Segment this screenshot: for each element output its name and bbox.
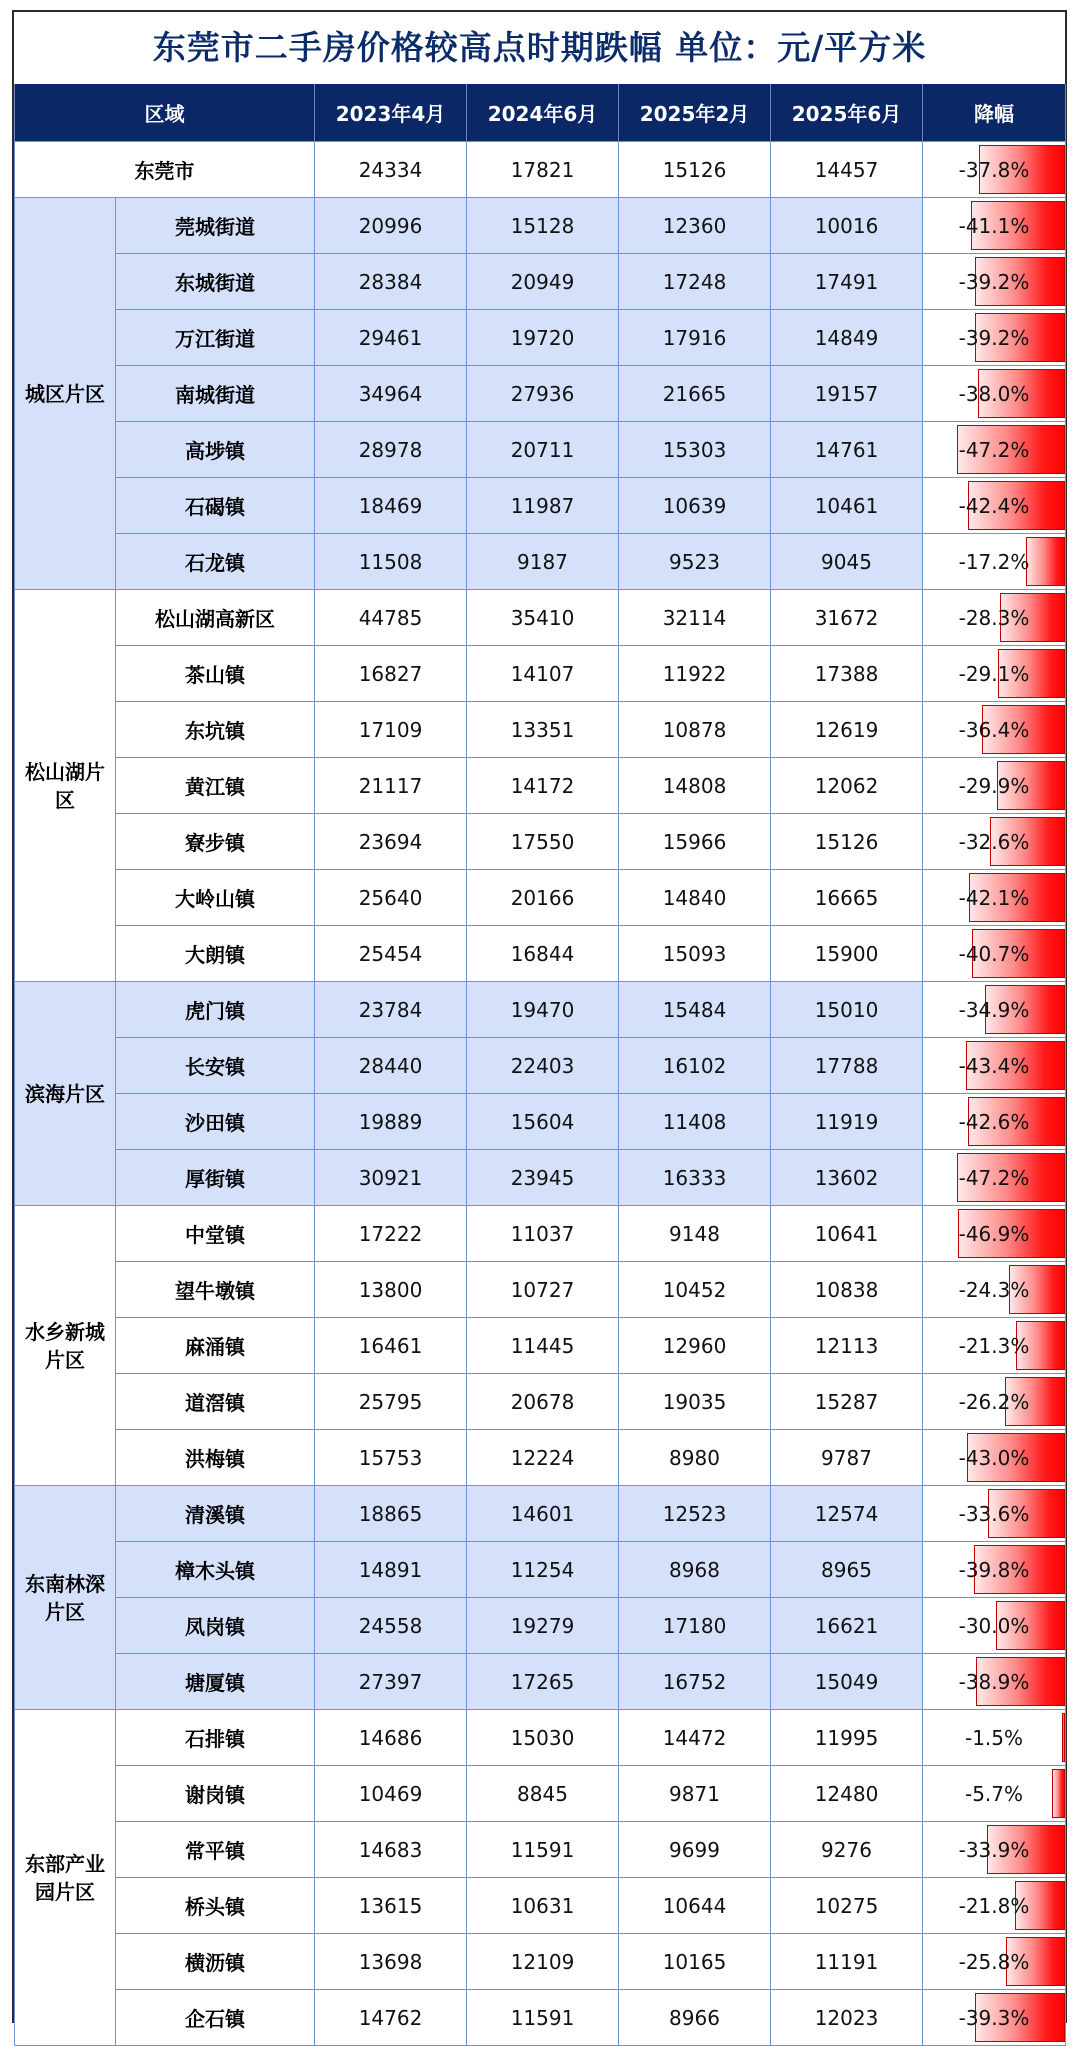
table-row: [15, 1150, 1066, 1206]
value-cell: 28978: [315, 422, 467, 478]
drop-value: -43.4%: [958, 1053, 1030, 1078]
value-cell: 16621: [771, 1598, 923, 1654]
value-cell: 9045: [771, 534, 923, 590]
value-cell: 12619: [771, 702, 923, 758]
value-cell: 11508: [315, 534, 467, 590]
header-2025-06: 2025年6月: [771, 84, 923, 142]
drop-value: -40.7%: [958, 941, 1030, 966]
town-name: 沙田镇: [116, 1094, 315, 1150]
drop-cell: [923, 1150, 1066, 1206]
value-cell: 14849: [771, 310, 923, 366]
district-name: 东南林深片区: [15, 1486, 116, 1710]
drop-cell: [923, 478, 1066, 534]
value-cell: 12960: [619, 1318, 771, 1374]
drop-cell: [923, 814, 1066, 870]
value-cell: 17821: [467, 142, 619, 198]
town-name: 虎门镇: [116, 982, 315, 1038]
value-cell: 12360: [619, 198, 771, 254]
drop-cell: [923, 982, 1066, 1038]
value-cell: 11987: [467, 478, 619, 534]
table-title: 东莞市二手房价格较高点时期跌幅 单位：元/平方米: [152, 28, 927, 67]
value-cell: 9523: [619, 534, 771, 590]
drop-bar: [1062, 1713, 1065, 1762]
value-cell: 19720: [467, 310, 619, 366]
value-cell: 11591: [467, 1822, 619, 1878]
drop-cell: [923, 590, 1066, 646]
town-name: 凤岗镇: [116, 1598, 315, 1654]
value-cell: 14761: [771, 422, 923, 478]
value-cell: 17222: [315, 1206, 467, 1262]
value-cell: 10631: [467, 1878, 619, 1934]
value-cell: 29461: [315, 310, 467, 366]
value-cell: 18469: [315, 478, 467, 534]
value-cell: 14107: [467, 646, 619, 702]
town-name: 洪梅镇: [116, 1430, 315, 1486]
drop-value: -29.1%: [958, 661, 1030, 686]
value-cell: 9871: [619, 1766, 771, 1822]
district-name: 城区片区: [15, 198, 116, 590]
value-cell: 12062: [771, 758, 923, 814]
drop-cell: [923, 646, 1066, 702]
value-cell: 17491: [771, 254, 923, 310]
town-name: 横沥镇: [116, 1934, 315, 1990]
town-name: 高埗镇: [116, 422, 315, 478]
value-cell: 10838: [771, 1262, 923, 1318]
value-cell: 15093: [619, 926, 771, 982]
drop-value: -42.4%: [958, 493, 1030, 518]
value-cell: 12023: [771, 1990, 923, 2046]
value-cell: 20678: [467, 1374, 619, 1430]
drop-value: -39.3%: [958, 2005, 1030, 2030]
value-cell: 15030: [467, 1710, 619, 1766]
value-cell: 10644: [619, 1878, 771, 1934]
value-cell: 15604: [467, 1094, 619, 1150]
value-cell: 15049: [771, 1654, 923, 1710]
drop-value: -42.6%: [958, 1109, 1030, 1134]
drop-bar: [1052, 1769, 1065, 1818]
value-cell: 15126: [771, 814, 923, 870]
value-cell: 21665: [619, 366, 771, 422]
value-cell: 10878: [619, 702, 771, 758]
district-name: 东部产业园片区: [15, 1710, 116, 2046]
value-cell: 16102: [619, 1038, 771, 1094]
value-cell: 8968: [619, 1542, 771, 1598]
drop-value: -29.9%: [958, 773, 1030, 798]
table-row: [15, 1934, 1066, 1990]
table-row: [15, 1318, 1066, 1374]
drop-value: -33.9%: [958, 1837, 1030, 1862]
value-cell: 18865: [315, 1486, 467, 1542]
town-name: 东坑镇: [116, 702, 315, 758]
header-drop: 降幅: [923, 84, 1066, 142]
value-cell: 20166: [467, 870, 619, 926]
table-row: [15, 926, 1066, 982]
value-cell: 10016: [771, 198, 923, 254]
drop-cell: [923, 1766, 1066, 1822]
table-row: [15, 1654, 1066, 1710]
table-row: [15, 1822, 1066, 1878]
value-cell: 9148: [619, 1206, 771, 1262]
value-cell: 14762: [315, 1990, 467, 2046]
drop-value: -47.2%: [958, 1165, 1030, 1190]
drop-value: -28.3%: [958, 605, 1030, 630]
drop-cell: [923, 366, 1066, 422]
town-name: 桥头镇: [116, 1878, 315, 1934]
value-cell: 11922: [619, 646, 771, 702]
value-cell: 17388: [771, 646, 923, 702]
value-cell: 9699: [619, 1822, 771, 1878]
value-cell: 24334: [315, 142, 467, 198]
value-cell: 23945: [467, 1150, 619, 1206]
table-row: [15, 310, 1066, 366]
value-cell: 16844: [467, 926, 619, 982]
value-cell: 10639: [619, 478, 771, 534]
town-name: 厚街镇: [116, 1150, 315, 1206]
town-name: 塘厦镇: [116, 1654, 315, 1710]
value-cell: 21117: [315, 758, 467, 814]
value-cell: 25454: [315, 926, 467, 982]
value-cell: 12109: [467, 1934, 619, 1990]
drop-value: -37.8%: [958, 157, 1030, 182]
value-cell: 8980: [619, 1430, 771, 1486]
table-row: [15, 366, 1066, 422]
table-body: [15, 142, 1066, 2046]
drop-cell: [923, 1710, 1066, 1766]
drop-value: -39.2%: [958, 325, 1030, 350]
drop-cell: [923, 1598, 1066, 1654]
value-cell: 11037: [467, 1206, 619, 1262]
drop-cell: [923, 758, 1066, 814]
value-cell: 13800: [315, 1262, 467, 1318]
town-name: 石碣镇: [116, 478, 315, 534]
value-cell: 17550: [467, 814, 619, 870]
drop-cell: [923, 1934, 1066, 1990]
drop-value: -21.3%: [958, 1333, 1030, 1358]
value-cell: 44785: [315, 590, 467, 646]
drop-cell: [923, 1654, 1066, 1710]
town-name: 望牛墩镇: [116, 1262, 315, 1318]
value-cell: 35410: [467, 590, 619, 646]
table-row: [15, 1206, 1066, 1262]
drop-value: -46.9%: [958, 1221, 1030, 1246]
table-row: [15, 870, 1066, 926]
value-cell: 10727: [467, 1262, 619, 1318]
value-cell: 14457: [771, 142, 923, 198]
drop-cell: [923, 1206, 1066, 1262]
drop-value: -41.1%: [958, 213, 1030, 238]
value-cell: 19157: [771, 366, 923, 422]
value-cell: 16752: [619, 1654, 771, 1710]
table-row: [15, 534, 1066, 590]
table-row: [15, 1878, 1066, 1934]
value-cell: 10641: [771, 1206, 923, 1262]
value-cell: 14891: [315, 1542, 467, 1598]
value-cell: 15126: [619, 142, 771, 198]
value-cell: 8966: [619, 1990, 771, 2046]
drop-value: -21.8%: [958, 1893, 1030, 1918]
header-2023-04: 2023年4月: [315, 84, 467, 142]
value-cell: 17265: [467, 1654, 619, 1710]
city-row: [15, 142, 1066, 198]
drop-cell: [923, 1990, 1066, 2046]
value-cell: 11995: [771, 1710, 923, 1766]
table-row: [15, 1766, 1066, 1822]
drop-value: -39.2%: [958, 269, 1030, 294]
drop-cell: [923, 142, 1066, 198]
table-header-row: [15, 84, 1066, 142]
value-cell: 15966: [619, 814, 771, 870]
city-name: 东莞市: [15, 142, 315, 198]
town-name: 大岭山镇: [116, 870, 315, 926]
table-row: [15, 646, 1066, 702]
value-cell: 19889: [315, 1094, 467, 1150]
table-row: [15, 1990, 1066, 2046]
drop-bar: [1026, 537, 1065, 586]
drop-value: -30.0%: [958, 1613, 1030, 1638]
town-name: 樟木头镇: [116, 1542, 315, 1598]
value-cell: 17109: [315, 702, 467, 758]
value-cell: 15128: [467, 198, 619, 254]
town-name: 万江街道: [116, 310, 315, 366]
value-cell: 19470: [467, 982, 619, 1038]
drop-value: -43.0%: [958, 1445, 1030, 1470]
drop-cell: [923, 1486, 1066, 1542]
drop-cell: [923, 310, 1066, 366]
town-name: 石龙镇: [116, 534, 315, 590]
district-name: 松山湖片区: [15, 590, 116, 982]
value-cell: 8845: [467, 1766, 619, 1822]
value-cell: 15010: [771, 982, 923, 1038]
drop-cell: [923, 926, 1066, 982]
table-row: [15, 814, 1066, 870]
town-name: 寮步镇: [116, 814, 315, 870]
town-name: 中堂镇: [116, 1206, 315, 1262]
drop-value: -17.2%: [958, 549, 1030, 574]
value-cell: 11445: [467, 1318, 619, 1374]
town-name: 常平镇: [116, 1822, 315, 1878]
value-cell: 34964: [315, 366, 467, 422]
town-name: 南城街道: [116, 366, 315, 422]
drop-value: -33.6%: [958, 1501, 1030, 1526]
drop-value: -32.6%: [958, 829, 1030, 854]
table-row: [15, 1094, 1066, 1150]
value-cell: 24558: [315, 1598, 467, 1654]
header-region: 区域: [15, 84, 315, 142]
value-cell: 15287: [771, 1374, 923, 1430]
table-row: [15, 758, 1066, 814]
drop-value: -26.2%: [958, 1389, 1030, 1414]
header-2025-02: 2025年2月: [619, 84, 771, 142]
value-cell: 9276: [771, 1822, 923, 1878]
town-name: 松山湖高新区: [116, 590, 315, 646]
table-row: [15, 1262, 1066, 1318]
town-name: 道滘镇: [116, 1374, 315, 1430]
value-cell: 15753: [315, 1430, 467, 1486]
value-cell: 11919: [771, 1094, 923, 1150]
drop-value: -47.2%: [958, 437, 1030, 462]
district-name: 水乡新城片区: [15, 1206, 116, 1486]
value-cell: 14472: [619, 1710, 771, 1766]
value-cell: 30921: [315, 1150, 467, 1206]
town-name: 麻涌镇: [116, 1318, 315, 1374]
table-row: [15, 1710, 1066, 1766]
value-cell: 25795: [315, 1374, 467, 1430]
town-name: 大朗镇: [116, 926, 315, 982]
value-cell: 20711: [467, 422, 619, 478]
value-cell: 28440: [315, 1038, 467, 1094]
value-cell: 23694: [315, 814, 467, 870]
town-name: 东城街道: [116, 254, 315, 310]
table-row: [15, 1430, 1066, 1486]
table-row: [15, 1598, 1066, 1654]
value-cell: 27936: [467, 366, 619, 422]
drop-cell: [923, 1822, 1066, 1878]
header-2024-06: 2024年6月: [467, 84, 619, 142]
drop-cell: [923, 1094, 1066, 1150]
value-cell: 20949: [467, 254, 619, 310]
value-cell: 14601: [467, 1486, 619, 1542]
value-cell: 15303: [619, 422, 771, 478]
drop-cell: [923, 1374, 1066, 1430]
value-cell: 20996: [315, 198, 467, 254]
drop-cell: [923, 198, 1066, 254]
drop-cell: [923, 534, 1066, 590]
drop-cell: [923, 254, 1066, 310]
drop-cell: [923, 870, 1066, 926]
value-cell: 14683: [315, 1822, 467, 1878]
drop-cell: [923, 702, 1066, 758]
value-cell: 9187: [467, 534, 619, 590]
drop-cell: [923, 1262, 1066, 1318]
town-name: 莞城街道: [116, 198, 315, 254]
value-cell: 16461: [315, 1318, 467, 1374]
value-cell: 11191: [771, 1934, 923, 1990]
value-cell: 16827: [315, 646, 467, 702]
table-row: [15, 1486, 1066, 1542]
value-cell: 11254: [467, 1542, 619, 1598]
value-cell: 15484: [619, 982, 771, 1038]
value-cell: 12574: [771, 1486, 923, 1542]
value-cell: 14172: [467, 758, 619, 814]
drop-value: -34.9%: [958, 997, 1030, 1022]
drop-cell: [923, 1038, 1066, 1094]
table-row: [15, 1374, 1066, 1430]
drop-cell: [923, 1878, 1066, 1934]
price-table: [14, 84, 1066, 2046]
town-name: 石排镇: [116, 1710, 315, 1766]
table-row: [15, 254, 1066, 310]
value-cell: 14808: [619, 758, 771, 814]
table-row: [15, 1542, 1066, 1598]
drop-value: -42.1%: [958, 885, 1030, 910]
value-cell: 28384: [315, 254, 467, 310]
value-cell: 12480: [771, 1766, 923, 1822]
value-cell: 14686: [315, 1710, 467, 1766]
value-cell: 13602: [771, 1150, 923, 1206]
town-name: 黄江镇: [116, 758, 315, 814]
value-cell: 17788: [771, 1038, 923, 1094]
drop-value: -39.8%: [958, 1557, 1030, 1582]
value-cell: 10275: [771, 1878, 923, 1934]
drop-value: -36.4%: [958, 717, 1030, 742]
value-cell: 22403: [467, 1038, 619, 1094]
value-cell: 19279: [467, 1598, 619, 1654]
value-cell: 27397: [315, 1654, 467, 1710]
value-cell: 17180: [619, 1598, 771, 1654]
value-cell: 23784: [315, 982, 467, 1038]
table-row: [15, 1038, 1066, 1094]
value-cell: 17916: [619, 310, 771, 366]
value-cell: 13698: [315, 1934, 467, 1990]
drop-value: -25.8%: [958, 1949, 1030, 1974]
value-cell: 12224: [467, 1430, 619, 1486]
table-row: [15, 198, 1066, 254]
town-name: 企石镇: [116, 1990, 315, 2046]
table-row: [15, 982, 1066, 1038]
table-row: [15, 702, 1066, 758]
value-cell: 16333: [619, 1150, 771, 1206]
drop-value: -24.3%: [958, 1277, 1030, 1302]
table-row: [15, 478, 1066, 534]
value-cell: 10452: [619, 1262, 771, 1318]
value-cell: 25640: [315, 870, 467, 926]
value-cell: 9787: [771, 1430, 923, 1486]
town-name: 茶山镇: [116, 646, 315, 702]
value-cell: 12113: [771, 1318, 923, 1374]
value-cell: 10165: [619, 1934, 771, 1990]
value-cell: 13615: [315, 1878, 467, 1934]
value-cell: 17248: [619, 254, 771, 310]
value-cell: 32114: [619, 590, 771, 646]
town-name: 长安镇: [116, 1038, 315, 1094]
table-row: [15, 590, 1066, 646]
value-cell: 14840: [619, 870, 771, 926]
value-cell: 16665: [771, 870, 923, 926]
drop-cell: [923, 1430, 1066, 1486]
value-cell: 15900: [771, 926, 923, 982]
drop-value: -5.7%: [964, 1781, 1024, 1806]
value-cell: 8965: [771, 1542, 923, 1598]
district-name: 滨海片区: [15, 982, 116, 1206]
value-cell: 10461: [771, 478, 923, 534]
town-name: 谢岗镇: [116, 1766, 315, 1822]
drop-value: -38.9%: [958, 1669, 1030, 1694]
value-cell: 11591: [467, 1990, 619, 2046]
drop-value: -38.0%: [958, 381, 1030, 406]
drop-cell: [923, 1318, 1066, 1374]
price-table-panel: [12, 10, 1067, 2031]
value-cell: 12523: [619, 1486, 771, 1542]
value-cell: 10469: [315, 1766, 467, 1822]
drop-cell: [923, 1542, 1066, 1598]
town-name: 清溪镇: [116, 1486, 315, 1542]
value-cell: 31672: [771, 590, 923, 646]
table-row: [15, 422, 1066, 478]
drop-cell: [923, 422, 1066, 478]
value-cell: 11408: [619, 1094, 771, 1150]
value-cell: 13351: [467, 702, 619, 758]
value-cell: 19035: [619, 1374, 771, 1430]
drop-value: -1.5%: [964, 1725, 1024, 1750]
